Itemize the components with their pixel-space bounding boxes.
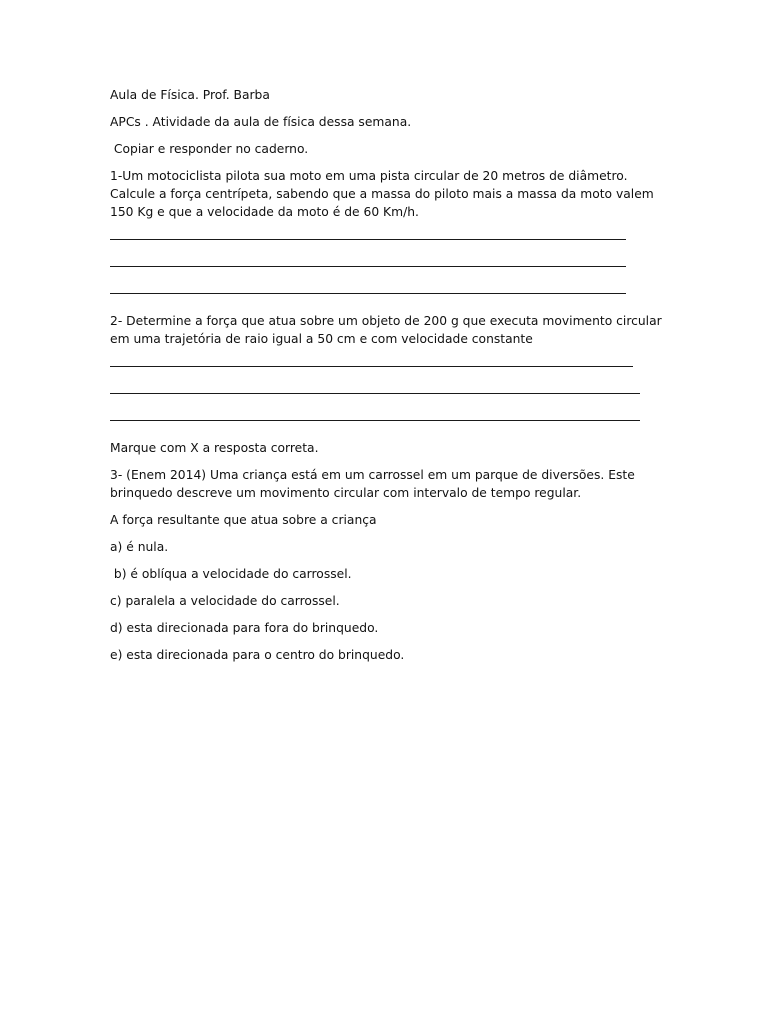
- question-3-text: 3- (Enem 2014) Uma criança está em um carrossel em um parque de diversões. Este brinquedo descreve um movimento circular com intervalo de tempo regular.: [110, 468, 639, 500]
- answer-line: [110, 266, 626, 267]
- option-a: a) é nula.: [110, 540, 169, 554]
- answer-line: [110, 420, 640, 421]
- option-b: b) é oblíqua a velocidade do carrossel.: [110, 567, 352, 581]
- question-3-prompt: A força resultante que atua sobre a criança: [110, 513, 377, 527]
- answer-line: [110, 293, 626, 294]
- mark-instruction: Marque com X a resposta correta.: [110, 441, 319, 455]
- question-2-answer-lines: [110, 366, 670, 421]
- question-1-answer-lines: [110, 239, 670, 294]
- answer-line: [110, 393, 640, 394]
- question-1-text: 1-Um motociclista pilota sua moto em uma pista circular de 20 metros de diâmetro. Calcule a força centrípeta, sabendo que a massa do piloto mais a massa da moto valem 150 Kg e que a velocidade da moto é de 60 Km/h.: [110, 169, 658, 219]
- answer-line: [110, 239, 626, 240]
- option-e: e) esta direcionada para o centro do brinquedo.: [110, 648, 405, 662]
- option-c: c) paralela a velocidade do carrossel.: [110, 594, 340, 608]
- answer-line: [110, 366, 633, 367]
- question-2-text: 2- Determine a força que atua sobre um objeto de 200 g que executa movimento circular em uma trajetória de raio igual a 50 cm e com velocidade constante: [110, 314, 666, 346]
- document-title: Aula de Física. Prof. Barba: [110, 88, 270, 102]
- document-body: [110, 86, 670, 673]
- option-d: d) esta direcionada para fora do brinquedo.: [110, 621, 379, 635]
- document-subtitle: APCs . Atividade da aula de física dessa semana.: [110, 115, 412, 129]
- document-instruction: Copiar e responder no caderno.: [110, 142, 309, 156]
